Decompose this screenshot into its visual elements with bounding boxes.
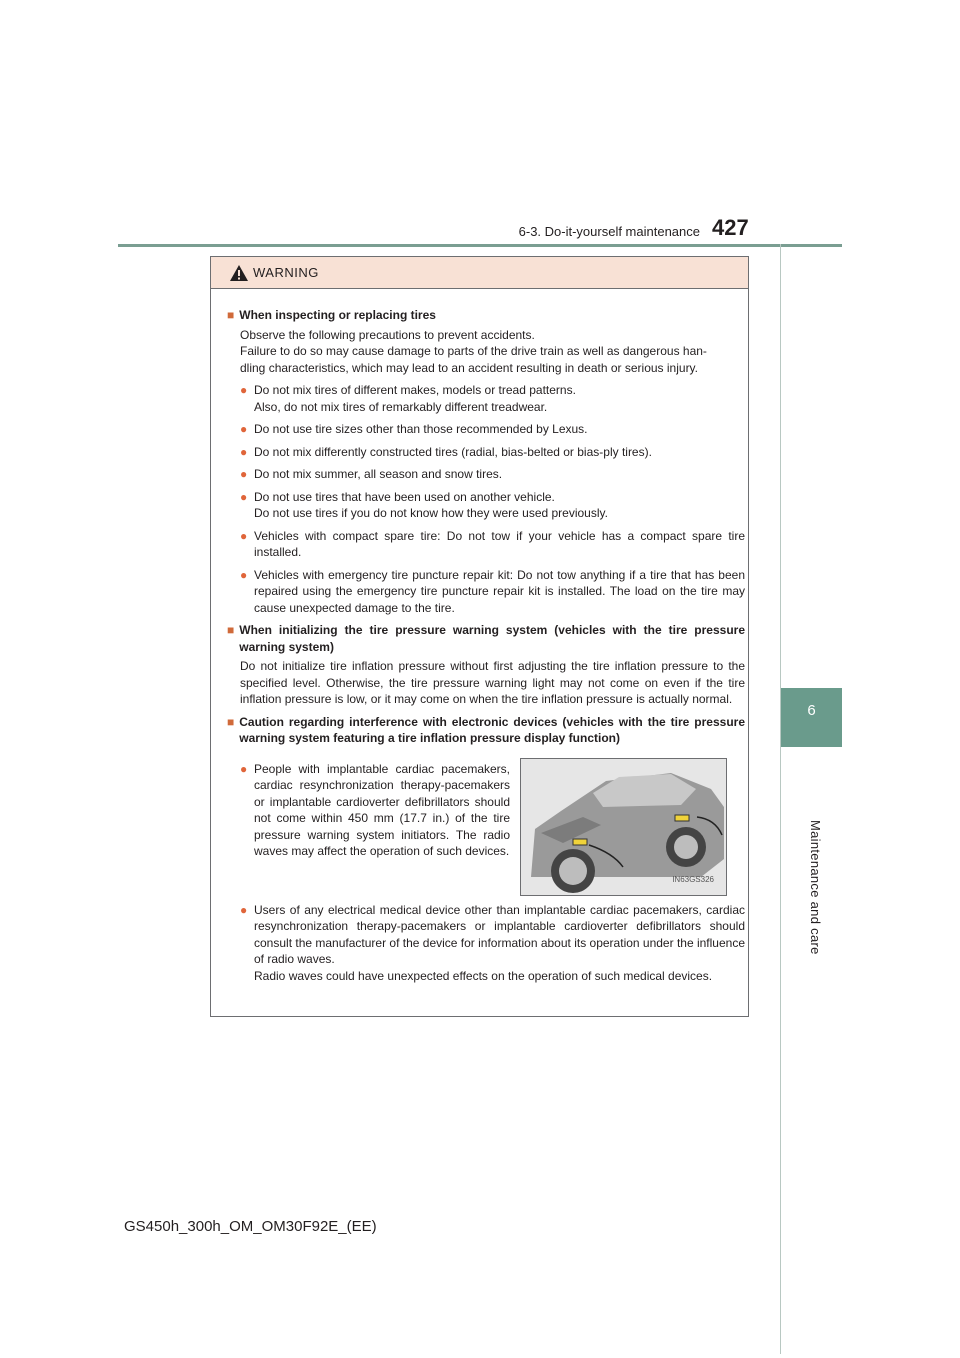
bullet-item: ● Users of any electrical medical device other than implantable cardiac pacemakers, cardiac resynchronization therapy-pacemakers or implantable cardioverter defibrillators should consult the manufacturer of the device for information about its operation under the influence of radio waves. Radio waves could have unexpected effects on the operation of such medical devices. [240,902,745,983]
warning-box [210,256,749,1017]
bullet-item: ● Vehicles with emergency tire puncture repair kit: Do not tow anything if a tire that has been repaired using the emergency tire puncture repair kit is installed. The load on the tire may cause unexpected damage to the tire. [240,567,745,615]
bullet-item: ● Do not use tire sizes other than those recommended by Lexus. [240,422,588,436]
bullet-icon: ● [240,567,248,582]
bullet-icon: ● [240,467,248,481]
bullet-item: ● Do not mix summer, all season and snow tires. [240,467,503,481]
section-heading: ■ When inspecting or replacing tires [227,308,436,322]
figure-code: IN63GS326 [672,875,714,884]
bullet-icon: ● [240,422,248,436]
warning-triangle-icon [229,264,249,282]
bullet-item: ● Do not mix differently constructed tires (radial, bias-belted or bias-ply tires). [240,444,652,459]
section-heading: ■ When initializing the tire pressure warning system (vehicles with the tire pressure warning system) [227,623,745,654]
side-margin-line [780,244,843,1354]
section-title: 6-3. Do-it-yourself maintenance [518,224,700,239]
chapter-label: Maintenance and care [808,820,823,955]
document-id: GS450h_300h_OM_OM30F92E_(EE) [124,1218,377,1235]
bullet-item: ● Do not use tires that have been used on another vehicle. Do not use tires if you do not know how they were used previously. [240,489,608,520]
paragraph: Do not initialize tire inflation pressure without first adjusting the tire inflation pressure to the specified level. Otherwise, the tire pressure warning light may not come on even if the tire inflation pressure is low, or it may come on when the tire inflation pressure is actually normal. [240,659,745,706]
header-rule [118,244,842,247]
bullet-icon: ● [240,444,248,459]
bullet-item: ● People with implantable cardiac pacemakers, cardiac resynchronization therapy-pacemakers or implantable cardioverter defibrillators should not come within 450 mm (17.7 in.) of the tire pressure warning system initiators. The radio waves may affect the operation of such devices. [227,761,510,896]
chapter-number: 6 [807,702,816,719]
bullet-icon: ● [240,528,248,543]
bullet-icon: ● [240,761,248,776]
warning-content [227,301,745,984]
bullet-item: ● Do not mix tires of different makes, models or tread patterns. Also, do not mix tires of remarkably different treadwear. [240,383,576,414]
warning-header [211,257,748,289]
page-number: 427 [712,215,749,240]
bullet-item: ● Vehicles with compact spare tire: Do not tow if your vehicle has a compact spare tire installed. [240,528,745,559]
bullet-icon: ● [240,902,248,917]
bullet-icon: ● [240,383,248,397]
bullet-icon: ● [240,489,248,504]
bullet-with-figure [227,753,745,896]
paragraph: Observe the following precautions to prevent accidents. Failure to do so may cause damage to parts of the drive train as well as dangerous han- dling characteristics, which may lead to an accident resulting in death or serious injury. [240,327,707,375]
section-heading: ■ Caution regarding interference with electronic devices (vehicles with the tire pressure warning system featuring a tire inflation pressure display function) [227,714,745,745]
car-illustration [520,758,727,896]
warning-title: WARNING [253,265,319,280]
